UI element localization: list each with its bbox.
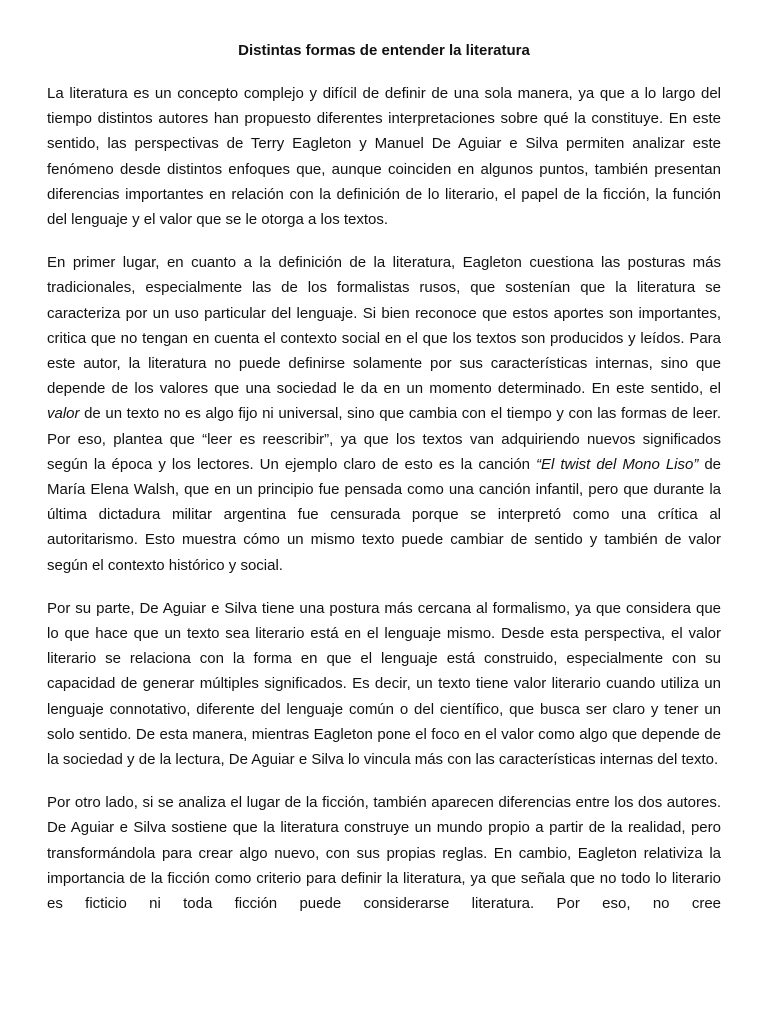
paragraph-2 (47, 250, 721, 578)
paragraph-4: Por otro lado, si se analiza el lugar de la ficción, también aparecen diferencias entre los dos autores. De Aguiar e Silva sostiene que la literatura construye un mundo propio a partir de la realidad, pero transformándola para crear algo nuevo, con sus propias reglas. En cambio, Eagleton relativiza la importancia de la ficción como criterio para definir la literatura, ya que señala que no todo lo literario es ficticio ni toda ficción puede considerarse literatura. Por eso, no cree (47, 794, 721, 913)
paragraph-2-text-2: de un texto no es algo fijo ni universal, sino que cambia con el tiempo y con las formas de leer. Por eso, plantea que “leer es reescribir”, ya que los textos van adquiriendo nuevos significados según la época y los lectores. Un ejemplo claro de esto es la canción (47, 405, 721, 473)
document-title: Distintas formas de entender la literatura (238, 42, 530, 59)
paragraph-1: La literatura es un concepto complejo y difícil de definir de una sola manera, ya que a lo largo del tiempo distintos autores han propuesto diferentes interpretaciones sobre qué la constituye. En este sentido, las perspectivas de Terry Eagleton y Manuel De Aguiar e Silva permiten analizar este fenómeno desde distintos enfoques que, aunque coinciden en algunos puntos, también presentan diferencias importantes en relación con la definición de lo literario, el papel de la ficción, la función del lenguaje y el valor que se le otorga a los textos. (47, 85, 721, 229)
italic-song-title: “El twist del Mono Liso” (536, 455, 699, 473)
document-page (47, 41, 721, 934)
paragraph-2-text-1: En primer lugar, en cuanto a la definición de la literatura, Eagleton cuestiona las posturas más tradicionales, especialmente las de los formalistas rusos, que sostenían que la literatura se caracteriza por un uso particular del lenguaje. Si bien reconoce que estos aportes son importantes, critica que no tengan en cuenta el contexto social en el que los textos son producidos y leídos. Para este autor, la literatura no puede definirse solamente por sus características internas, sino que depende de los valores que una sociedad le da en un momento determinado. En este sentido, el (47, 254, 721, 398)
paragraph-2-text-3: de María Elena Walsh, que en un principio fue pensada como una canción infantil, pero que durante la última dictadura militar argentina fue censurada porque se interpretó como una crítica al autoritarismo. Esto muestra cómo un mismo texto puede cambiar de sentido y también de valor según el contexto histórico y social. (47, 455, 722, 574)
italic-valor: valor (47, 405, 80, 423)
paragraph-3: Por su parte, De Aguiar e Silva tiene una postura más cercana al formalismo, ya que considera que lo que hace que un texto sea literario está en el lenguaje mismo. Desde esta perspectiva, el valor literario se relaciona con la forma en que el lenguaje está construido, especialmente con su capacidad de generar múltiples significados. Es decir, un texto tiene valor literario cuando utiliza un lenguaje connotativo, diferente del lenguaje común o del científico, que busca ser claro y tener un solo sentido. De esta manera, mientras Eagleton pone el foco en el valor como algo que depende de la sociedad y de la lectura, De Aguiar e Silva lo vincula más con las características internas del texto. (47, 599, 721, 769)
